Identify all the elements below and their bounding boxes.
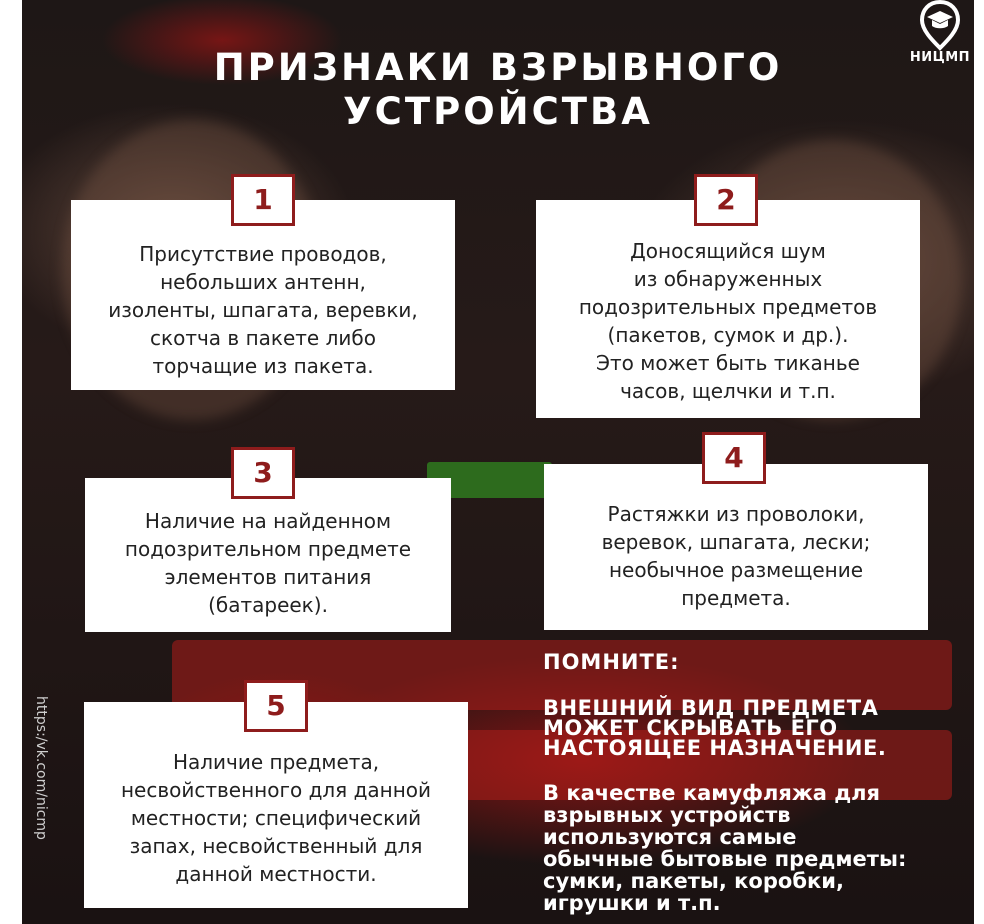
card-5-text: Наличие предмета, несвойственного для данной местности; специфический запах, несвойственный для данной местности. (120, 750, 432, 886)
card-2 (536, 200, 920, 418)
card-5 (84, 702, 468, 908)
card-5-number: 5 (244, 680, 308, 732)
card-3-number: 3 (231, 447, 295, 499)
logo (900, 0, 974, 72)
card-1 (71, 200, 455, 390)
card-4-text: Растяжки из проволоки, веревок, шпагата, лески; необычное размещение предмета. (601, 502, 871, 610)
card-1-number: 1 (231, 174, 295, 226)
title-line-2: УСТРОЙСТВА (343, 90, 653, 133)
remember-main-text: ВНЕШНИЙ ВИД ПРЕДМЕТА МОЖЕТ СКРЫВАТЬ ЕГО НАСТОЯЩЕЕ НАЗНАЧЕНИЕ. (543, 696, 887, 760)
graduation-cap-pin-icon (900, 0, 974, 52)
page-title (22, 46, 974, 134)
card-4 (544, 464, 928, 630)
card-2-text: Доносящийся шум из обнаруженных подозрительных предметов (пакетов, сумок и др.). Это может быть тиканье часов, щелчки и т.п. (578, 239, 878, 403)
title-line-1: ПРИЗНАКИ ВЗРЫВНОГО (213, 46, 783, 89)
card-4-number: 4 (702, 432, 766, 484)
card-1-text: Присутствие проводов, небольших антенн, изоленты, шпагата, веревки, скотча в пакете либо торчащие из пакета. (108, 242, 418, 378)
card-3 (85, 478, 451, 632)
card-2-number: 2 (694, 174, 758, 226)
poster (22, 0, 974, 924)
side-link[interactable]: https:/vk.com/nicmp (33, 696, 49, 840)
remember-heading: ПОМНИТЕ: (543, 650, 680, 674)
logo-text: НИЦМП (909, 50, 971, 65)
remember-block (543, 650, 963, 914)
card-3-text: Наличие на найденном подозрительном предмете элементов питания (батареек). (124, 509, 412, 617)
remember-sub-text: В качестве камуфляжа для взрывных устройств используются самые обычные бытовые предметы: сумки, пакеты, коробки, игрушки и т.п. (543, 781, 907, 915)
